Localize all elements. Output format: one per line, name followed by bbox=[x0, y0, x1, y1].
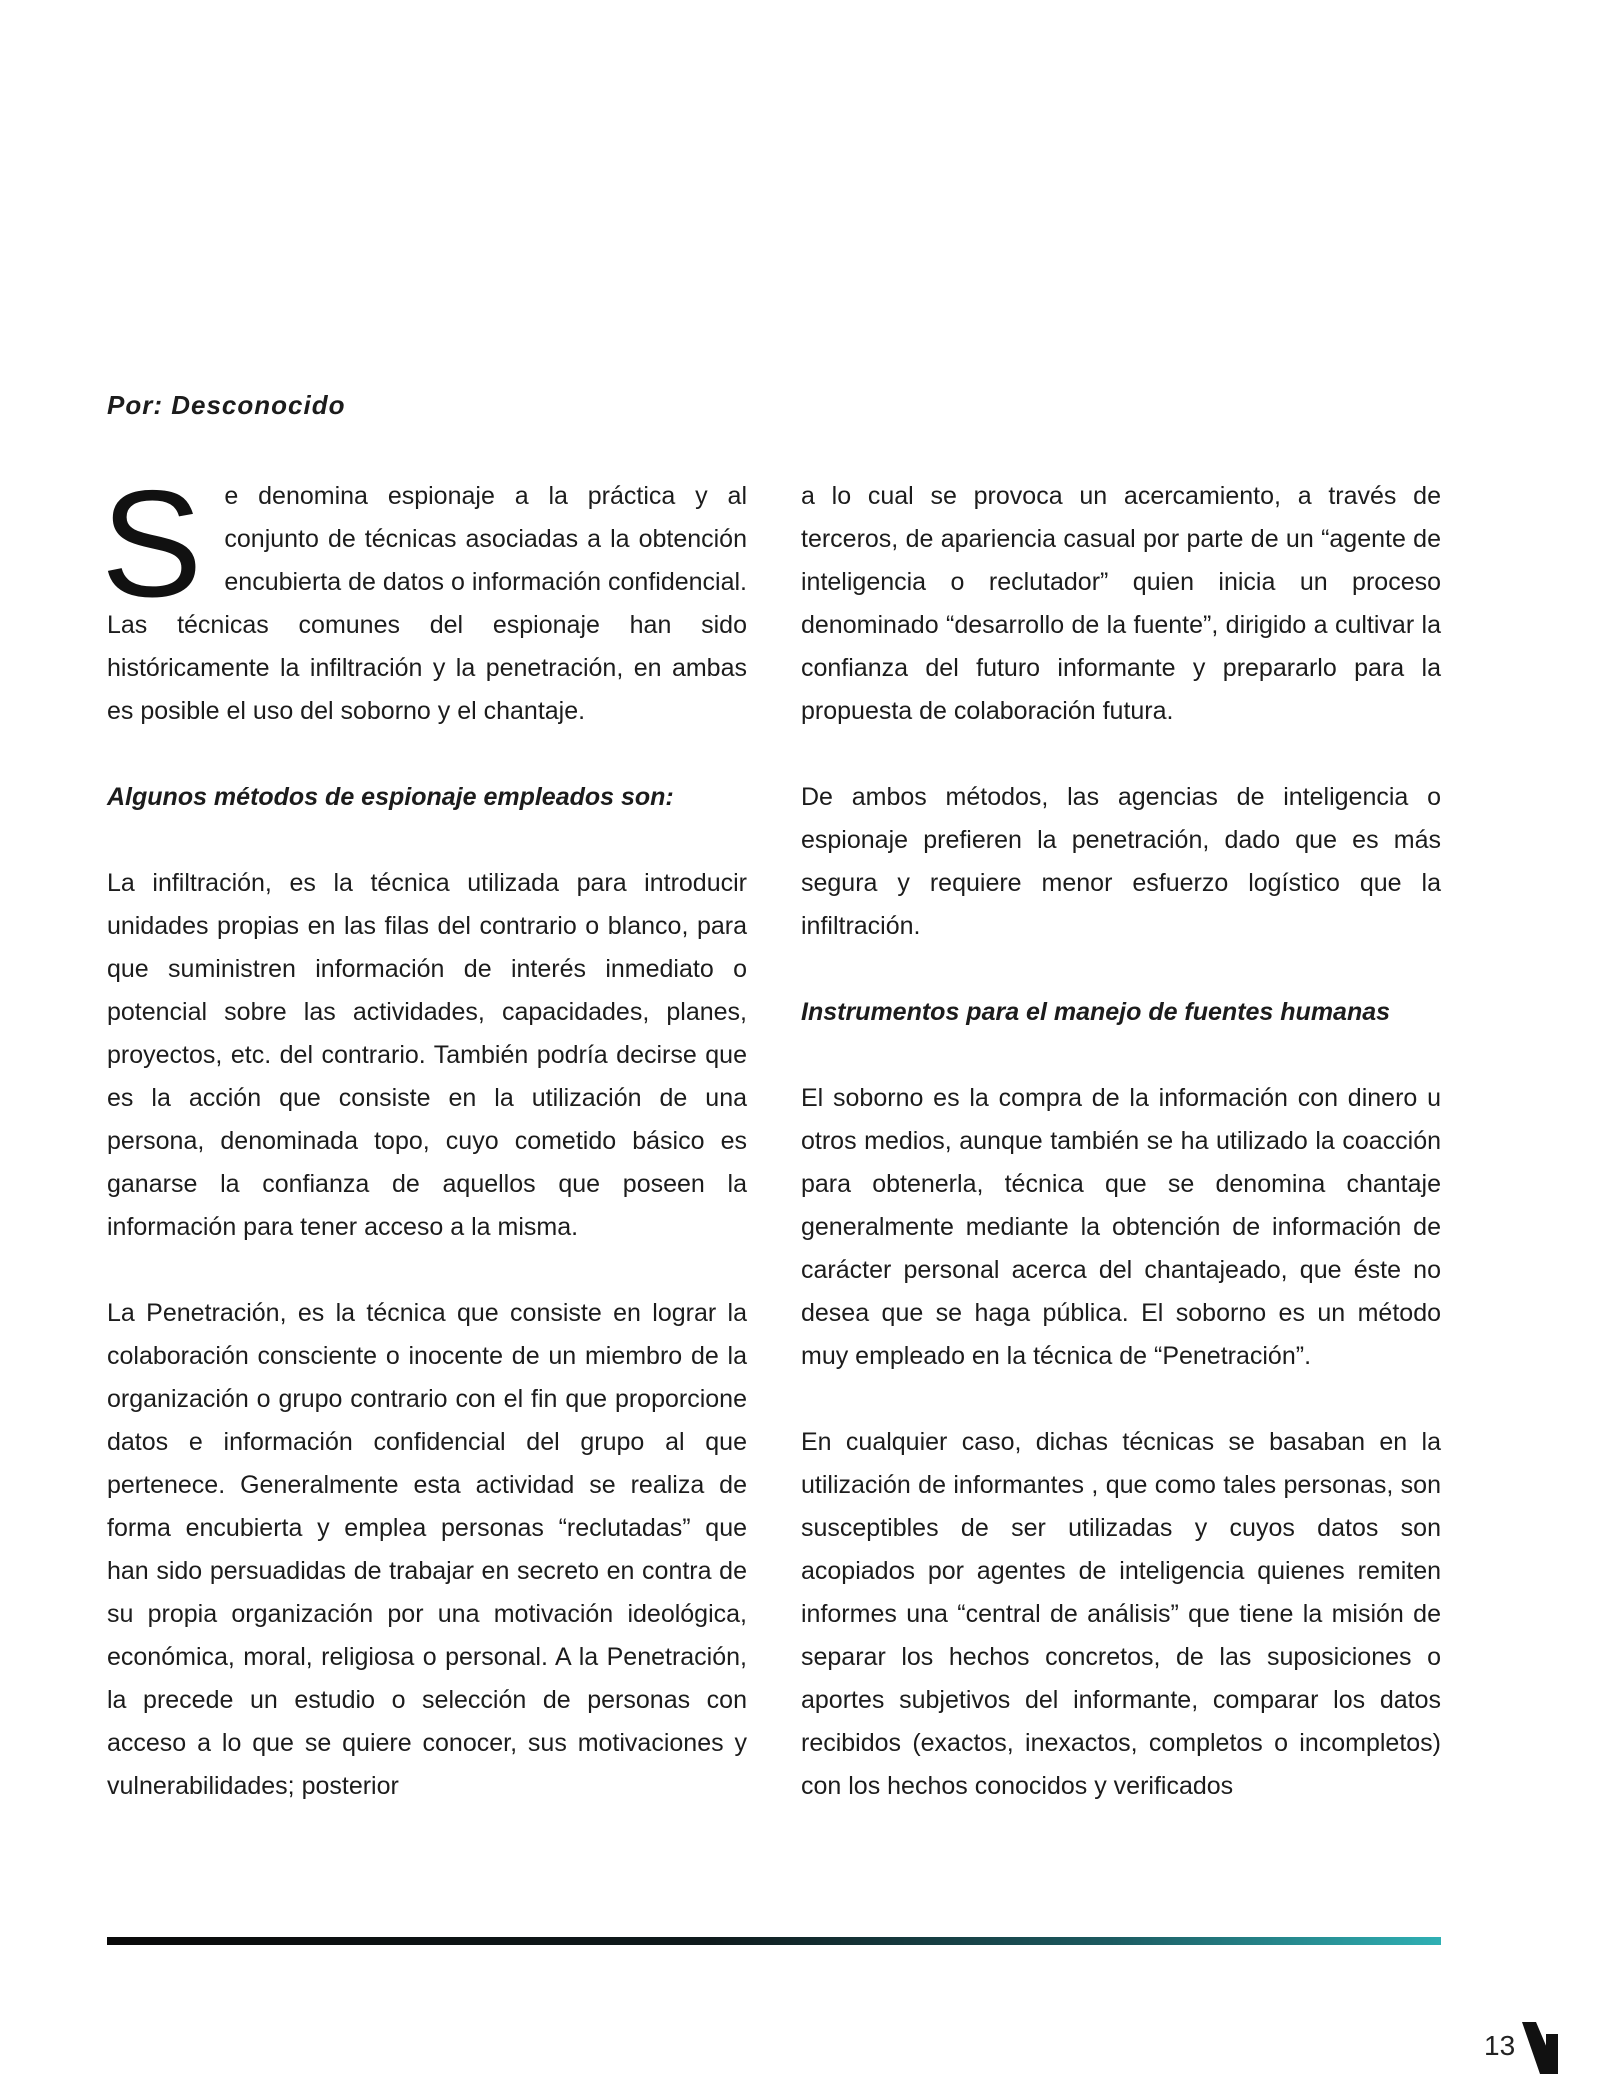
intro-text: e denomina espionaje a la práctica y al conjunto de técnicas asociadas a la obtención encubierta de datos o información confidencial. Las técnicas comunes del espionaje han sido históricamente la infiltración y la penetración, en ambas es posible el uso del soborno y el chantaje. bbox=[107, 482, 747, 725]
left-column bbox=[101, 459, 747, 1851]
corner-mark-icon bbox=[1522, 2022, 1558, 2074]
byline: Por: Desconocido bbox=[107, 390, 346, 420]
section-heading-instruments: Instrumentos para el manejo de fuentes humanas bbox=[801, 998, 1391, 1026]
drop-cap: S bbox=[101, 459, 203, 629]
right-column bbox=[801, 475, 1441, 1851]
paragraph-both-methods: De ambos métodos, las agencias de inteligencia o espionaje prefieren la penetración, dado que es más segura y requiere menor esfuerzo logístico que la infiltración. bbox=[801, 783, 1441, 940]
paragraph-bribery: El soborno es la compra de la información con dinero u otros medios, aunque también se ha utilizado la coacción para obtenerla, técnica que se denomina chantaje generalmente mediante la obtención de información de carácter personal acerca del chantajeado, que éste no desea que se haga pública. El soborno es un método muy empleado en la técnica de “Penetración”. bbox=[801, 1084, 1441, 1370]
section-heading-methods: Algunos métodos de espionaje empleados son: bbox=[107, 783, 674, 811]
page-number: 13 bbox=[1484, 2030, 1516, 2061]
intro-paragraph bbox=[101, 459, 747, 733]
paragraph-infiltration: La infiltración, es la técnica utilizada para introducir unidades propias en las filas del contrario o blanco, para que suministren información de interés inmediato o potencial sobre las actividades, capacidades, planes, proyectos, etc. del contrario. También podría decirse que es la acción que consiste en la utilización de una persona, denominada topo, cuyo cometido básico es ganarse la confianza de aquellos que poseen la información para tener acceso a la misma. bbox=[107, 869, 747, 1241]
paragraph-any-case: En cualquier caso, dichas técnicas se basaban en la utilización de informantes , que como tales personas, son susceptibles de ser utilizadas y cuyos datos son acopiados por agentes de inteligencia quienes remiten informes una “central de análisis” que tiene la misión de separar los hechos concretos, de las suposiciones o aportes subjetivos del informante, comparar los datos recibidos (exactos, inexactos, completos o incompletos) con los hechos conocidos y verificados bbox=[801, 1428, 1441, 1800]
paragraph-penetration: La Penetración, es la técnica que consiste en lograr la colaboración consciente o inocente de un miembro de la organización o grupo contrario con el fin que proporcione datos e información confidencial del grupo al que pertenece. Generalmente esta actividad se realiza de forma encubierta y emplea personas “reclutadas” que han sido persuadidas de trabajar en secreto en contra de su propia organización por una motivación ideológica, económica, moral, religiosa o personal. A la Penetración, la precede un estudio o selección de personas con acceso a lo que se quiere conocer, sus motivaciones y vulnerabilidades; posterior bbox=[107, 1299, 747, 1800]
footer-rule bbox=[107, 1937, 1441, 1945]
paragraph-continuation: a lo cual se provoca un acercamiento, a través de terceros, de apariencia casual por parte de un “agente de inteligencia o reclutador” quien inicia un proceso denominado “desarrollo de la fuente”, dirigido a cultivar la confianza del futuro informante y prepararlo para la propuesta de colaboración futura. bbox=[801, 482, 1441, 725]
